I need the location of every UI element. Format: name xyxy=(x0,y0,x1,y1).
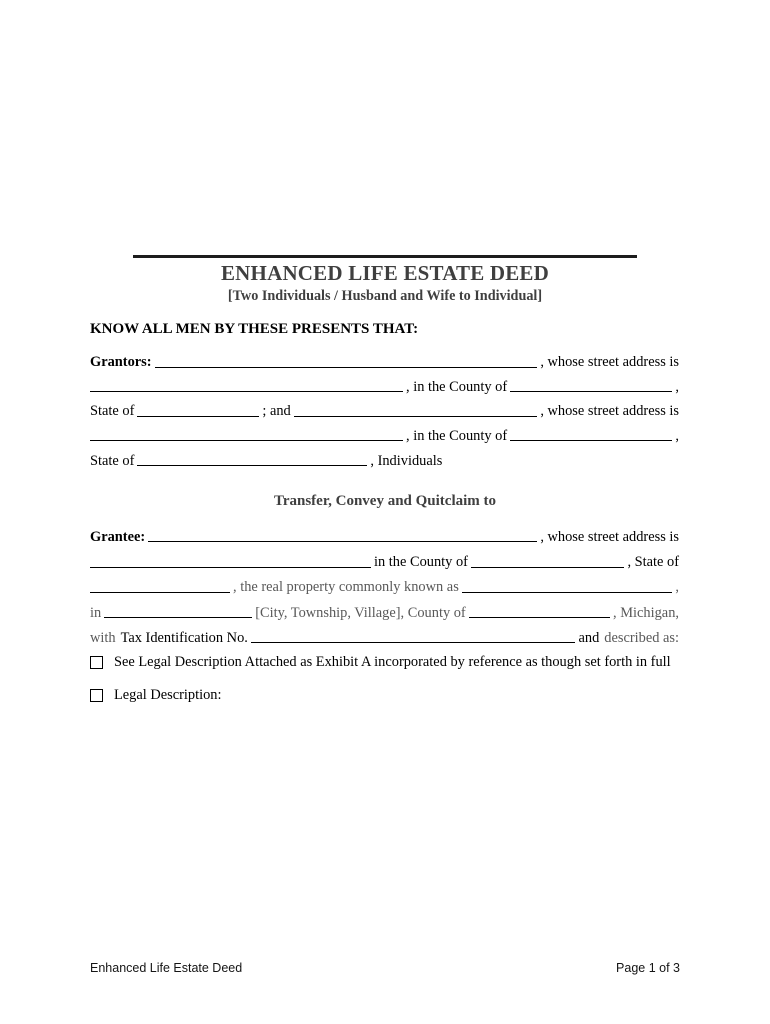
legal-description-checkbox-label: Legal Description: xyxy=(114,687,222,703)
grantor2-name-field[interactable] xyxy=(294,407,538,417)
grantors-in-county-2: , in the County of xyxy=(406,427,508,444)
grantor1-address-field[interactable] xyxy=(90,382,403,392)
grantee-city-township: [City, Township, Village], County of xyxy=(255,604,466,621)
grantors-line-4 xyxy=(90,421,679,446)
legal-description-checkbox[interactable] xyxy=(90,689,103,702)
grantee-county-field[interactable] xyxy=(471,558,625,568)
grantors-state-of-2: State of xyxy=(90,452,135,469)
exhibit-a-checkbox[interactable] xyxy=(90,656,103,669)
page-footer xyxy=(90,961,680,975)
grantors-whose-address-1: , whose street address is xyxy=(540,354,679,371)
property-county-field[interactable] xyxy=(469,608,610,618)
grantee-with-word: with xyxy=(90,630,116,647)
grantee-line-1 xyxy=(90,521,679,546)
grantors-comma-1: , xyxy=(675,378,679,395)
grantors-and-separator: ; and xyxy=(262,403,291,420)
grantor1-name-field[interactable] xyxy=(155,358,538,368)
document-title: ENHANCED LIFE ESTATE DEED xyxy=(220,261,550,285)
property-address-field[interactable] xyxy=(462,583,673,593)
grantors-comma-2: , xyxy=(675,427,679,444)
grantee-line-3 xyxy=(90,572,679,597)
grantee-address-field[interactable] xyxy=(90,558,371,568)
grantee-michigan: , Michigan, xyxy=(613,604,679,621)
exhibit-a-checkbox-row xyxy=(90,655,671,669)
grantor2-county-field[interactable] xyxy=(510,431,672,441)
grantors-line-1 xyxy=(90,347,679,372)
transfer-heading: Transfer, Convey and Quitclaim to xyxy=(273,493,497,509)
grantee-paragraph xyxy=(90,521,679,647)
footer-document-name: Enhanced Life Estate Deed xyxy=(90,961,243,975)
grantor1-county-field[interactable] xyxy=(510,382,672,392)
grantors-paragraph xyxy=(90,347,679,470)
exhibit-a-checkbox-label: See Legal Description Attached as Exhibit A incorporated by reference as though set forth in full xyxy=(114,654,671,670)
grantor2-state-field[interactable] xyxy=(137,456,367,466)
grantors-individuals: , Individuals xyxy=(370,452,443,469)
grantee-line-4 xyxy=(90,597,679,622)
grantee-in-word: in xyxy=(90,604,102,621)
grantee-whose-address: , whose street address is xyxy=(540,528,679,545)
grantee-name-field[interactable] xyxy=(148,532,537,542)
grantee-in-county: in the County of xyxy=(374,554,468,571)
grantee-tax-id-label: Tax Identification No. xyxy=(120,630,248,647)
legal-description-checkbox-row xyxy=(90,688,222,702)
grantors-whose-address-2: , whose street address is xyxy=(540,403,679,420)
grantee-and-word: and xyxy=(578,630,600,647)
grantor1-state-field[interactable] xyxy=(137,407,259,417)
grantee-label: Grantee: xyxy=(90,528,146,545)
grantee-line-5 xyxy=(90,622,679,647)
title-rule xyxy=(133,255,637,258)
grantee-line-2 xyxy=(90,546,679,571)
grantors-in-county-1: , in the County of xyxy=(406,378,508,395)
city-township-field[interactable] xyxy=(104,608,252,618)
grantee-state-of: , State of xyxy=(627,554,679,571)
grantee-known-as: , the real property commonly known as xyxy=(233,579,459,596)
grantors-line-2 xyxy=(90,372,679,397)
grantors-line-3 xyxy=(90,396,679,421)
grantee-state-field[interactable] xyxy=(90,583,230,593)
footer-page-number: Page 1 of 3 xyxy=(616,961,680,975)
grantors-line-5 xyxy=(90,445,679,470)
tax-id-field[interactable] xyxy=(251,633,576,643)
grantee-comma: , xyxy=(675,579,679,596)
grantor2-address-field[interactable] xyxy=(90,431,403,441)
document-subtitle: [Two Individuals / Husband and Wife to Individual] xyxy=(227,288,543,304)
grantee-described-as: described as: xyxy=(604,630,679,647)
grantors-label: Grantors: xyxy=(90,354,152,371)
grantors-state-of-1: State of xyxy=(90,403,135,420)
presents-clause: KNOW ALL MEN BY THESE PRESENTS THAT: xyxy=(90,321,419,337)
